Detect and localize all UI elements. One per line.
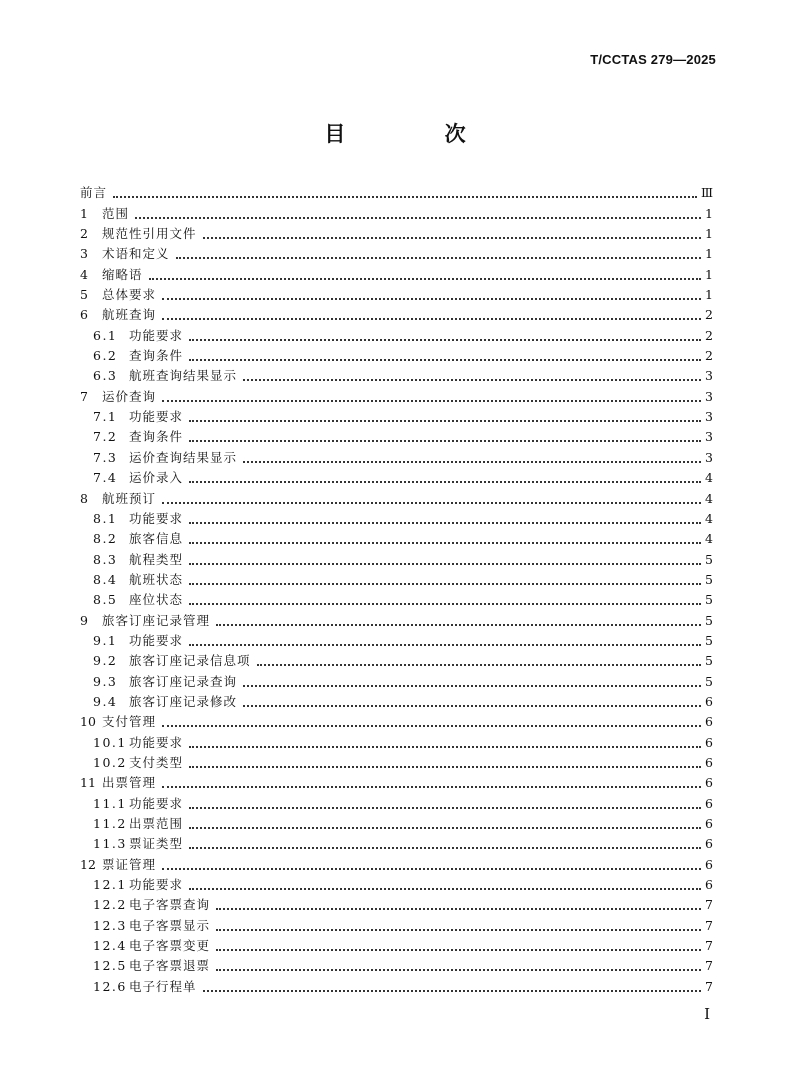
toc-entry[interactable] xyxy=(80,913,713,933)
dot-leader xyxy=(189,837,701,849)
toc-entry-number: 7.3 xyxy=(93,449,118,465)
dot-leader xyxy=(216,614,701,626)
dot-leader xyxy=(189,430,701,442)
dot-leader xyxy=(113,186,697,198)
toc-entry[interactable] xyxy=(80,954,713,974)
toc-entry-number: 6 xyxy=(80,307,88,323)
toc-entry[interactable] xyxy=(80,466,713,486)
toc-entry-page: 3 xyxy=(705,368,713,384)
toc-entry-number: 8.5 xyxy=(93,592,118,608)
toc-entry-label: 规范性引用文件 xyxy=(102,226,197,242)
toc-entry-number: 7.2 xyxy=(93,429,118,445)
toc-entry-page: 4 xyxy=(705,490,713,506)
toc-entry-page: 3 xyxy=(705,409,713,425)
page-title: 目 次 xyxy=(324,121,512,146)
toc-entry[interactable] xyxy=(80,262,713,282)
dot-leader xyxy=(257,654,701,666)
toc-entry-page: 6 xyxy=(705,734,713,750)
dot-leader xyxy=(243,675,701,687)
dot-leader xyxy=(189,634,701,646)
toc-entry-number: 8.2 xyxy=(93,531,118,547)
dot-leader xyxy=(162,858,701,870)
toc-entry-number: 12.3 xyxy=(93,917,127,933)
toc-entry-page: 3 xyxy=(705,388,713,404)
toc-entry-number: 9 xyxy=(80,612,88,628)
toc-entry[interactable] xyxy=(80,669,713,689)
dot-leader xyxy=(189,593,701,605)
toc-entry[interactable] xyxy=(80,873,713,893)
toc-entry-label: 功能要求 xyxy=(129,510,184,526)
toc-entry-label: 旅客订座记录信息项 xyxy=(129,653,251,669)
toc-entry-number: 7 xyxy=(80,388,88,404)
toc-entry[interactable] xyxy=(80,425,713,445)
toc-entry-page: 6 xyxy=(705,693,713,709)
toc-entry-number: 9.3 xyxy=(93,673,118,689)
toc-entry-number: 12 xyxy=(80,856,96,872)
toc-entry[interactable] xyxy=(80,730,713,750)
toc-entry-label: 功能要求 xyxy=(129,632,184,648)
dot-leader xyxy=(243,451,701,463)
dot-leader xyxy=(216,959,701,971)
toc-entry-number: 11 xyxy=(80,775,96,791)
toc-entry-number: 7.4 xyxy=(93,470,118,486)
toc-entry-page: 6 xyxy=(705,856,713,872)
toc-entry[interactable] xyxy=(80,974,713,994)
toc-entry-label: 旅客订座记录查询 xyxy=(129,673,238,689)
toc-entry-label: 运价查询 xyxy=(102,388,157,404)
dot-leader xyxy=(243,369,701,381)
dot-leader xyxy=(162,715,701,727)
toc-entry-page: 1 xyxy=(705,287,713,303)
toc-entry-number: 8 xyxy=(80,490,88,506)
toc-entry[interactable] xyxy=(80,934,713,954)
toc-entry-page: 1 xyxy=(705,205,713,221)
document-code: T/CCTAS 279—2025 xyxy=(590,52,716,67)
dot-leader xyxy=(189,817,701,829)
toc-entry-page: 6 xyxy=(705,836,713,852)
toc-entry-page: 6 xyxy=(705,816,713,831)
toc-entry-page: 1 xyxy=(705,246,713,262)
toc-entry[interactable] xyxy=(80,629,713,649)
toc-entry-page: 3 xyxy=(705,429,713,445)
toc-entry-page: 7 xyxy=(705,917,713,933)
toc-entry[interactable] xyxy=(80,527,713,547)
toc-entry-label: 术语和定义 xyxy=(102,246,170,262)
toc-entry[interactable] xyxy=(80,568,713,588)
toc-entry[interactable] xyxy=(80,344,713,364)
toc-entry[interactable] xyxy=(80,181,713,201)
toc-entry-number: 9.2 xyxy=(93,653,118,669)
toc-entry-label: 旅客订座记录修改 xyxy=(129,693,238,709)
toc-entry-label: 支付类型 xyxy=(129,754,184,770)
toc-entry-label: 功能要求 xyxy=(129,409,184,425)
toc-entry[interactable] xyxy=(80,384,713,404)
toc-entry-number: 7.1 xyxy=(93,409,118,425)
toc-entry-page: 5 xyxy=(705,592,713,608)
toc-entry-number: 12.4 xyxy=(93,938,127,954)
toc-entry-page: 4 xyxy=(705,531,713,547)
dot-leader xyxy=(189,532,701,544)
toc-entry-page: 5 xyxy=(705,612,713,628)
toc-entry-number: 10.1 xyxy=(93,734,127,750)
toc-entry-label: 航班查询结果显示 xyxy=(129,368,238,384)
toc-entry-label: 功能要求 xyxy=(129,734,184,750)
dot-leader xyxy=(189,410,701,422)
toc-entry-number: 10 xyxy=(80,714,96,730)
toc-entry[interactable] xyxy=(80,852,713,872)
dot-leader xyxy=(216,939,701,951)
dot-leader xyxy=(189,349,701,361)
table-of-contents xyxy=(80,181,713,995)
dot-leader xyxy=(243,695,701,707)
toc-entry-label: 出票范围 xyxy=(129,816,184,831)
toc-entry-number: 1 xyxy=(80,205,88,221)
toc-entry-label: 范围 xyxy=(102,205,130,221)
toc-entry[interactable] xyxy=(80,690,713,710)
toc-entry-label: 出票管理 xyxy=(102,775,157,791)
toc-entry-label: 前言 xyxy=(80,185,108,201)
toc-entry-page: 6 xyxy=(705,714,713,730)
toc-entry-label: 票证管理 xyxy=(102,856,157,872)
toc-entry-number: 11.1 xyxy=(93,795,127,811)
toc-entry[interactable] xyxy=(80,812,713,832)
dot-leader xyxy=(189,756,701,768)
dot-leader xyxy=(162,308,701,320)
toc-entry[interactable] xyxy=(80,893,713,913)
toc-entry-page: 5 xyxy=(705,673,713,689)
toc-entry-label: 功能要求 xyxy=(129,795,184,811)
toc-entry-label: 旅客信息 xyxy=(129,531,184,547)
toc-entry-page: 6 xyxy=(705,775,713,791)
dot-leader xyxy=(189,553,701,565)
toc-entry-page: 5 xyxy=(705,551,713,567)
dot-leader xyxy=(162,288,701,300)
dot-leader xyxy=(135,207,701,219)
toc-entry-page: 6 xyxy=(705,754,713,770)
toc-entry[interactable] xyxy=(80,222,713,242)
toc-entry-label: 座位状态 xyxy=(129,592,184,608)
toc-entry-number: 2 xyxy=(80,226,88,242)
toc-entry[interactable] xyxy=(80,791,713,811)
toc-entry[interactable] xyxy=(80,710,713,730)
toc-entry-label: 缩略语 xyxy=(102,266,143,282)
toc-entry-page: 3 xyxy=(705,449,713,465)
toc-entry[interactable] xyxy=(80,649,713,669)
toc-entry-label: 票证类型 xyxy=(129,836,184,852)
toc-entry-page: 6 xyxy=(705,877,713,893)
toc-entry-page: 7 xyxy=(705,897,713,913)
toc-entry-label: 电子客票显示 xyxy=(129,917,211,933)
toc-entry[interactable] xyxy=(80,771,713,791)
toc-entry-page: Ⅲ xyxy=(700,185,713,201)
toc-entry-label: 电子客票退票 xyxy=(129,958,211,974)
toc-entry-label: 电子行程单 xyxy=(129,978,197,994)
dot-leader xyxy=(216,898,701,910)
toc-entry-label: 查询条件 xyxy=(129,429,184,445)
dot-leader xyxy=(203,227,701,239)
toc-entry[interactable] xyxy=(80,507,713,527)
dot-leader xyxy=(189,329,701,341)
dot-leader xyxy=(189,878,701,890)
toc-entry-page: 2 xyxy=(705,348,713,364)
toc-entry-label: 电子客票查询 xyxy=(129,897,211,913)
toc-entry-page: 1 xyxy=(705,266,713,282)
toc-entry[interactable] xyxy=(80,303,713,323)
toc-entry-number: 6.1 xyxy=(93,327,118,343)
toc-entry-number: 11.3 xyxy=(93,836,127,852)
toc-entry[interactable] xyxy=(80,751,713,771)
dot-leader xyxy=(189,797,701,809)
toc-entry-page: 6 xyxy=(705,795,713,811)
toc-entry-number: 3 xyxy=(80,246,88,262)
toc-entry-page: 5 xyxy=(705,632,713,648)
toc-entry-number: 8.4 xyxy=(93,571,118,587)
dot-leader xyxy=(149,268,701,280)
toc-entry[interactable] xyxy=(80,486,713,506)
toc-entry-page: 4 xyxy=(705,470,713,486)
toc-entry[interactable] xyxy=(80,608,713,628)
toc-entry-number: 4 xyxy=(80,266,88,282)
toc-entry-number: 9.1 xyxy=(93,632,118,648)
toc-entry[interactable] xyxy=(80,201,713,221)
toc-entry-page: 7 xyxy=(705,958,713,974)
dot-leader xyxy=(162,776,701,788)
toc-entry-number: 9.4 xyxy=(93,693,118,709)
toc-entry-page: 1 xyxy=(705,226,713,242)
dot-leader xyxy=(189,736,701,748)
toc-entry-page: 7 xyxy=(705,978,713,994)
toc-entry-label: 运价录入 xyxy=(129,470,184,486)
toc-entry-number: 8.3 xyxy=(93,551,118,567)
toc-entry[interactable] xyxy=(80,445,713,465)
toc-entry-page: 5 xyxy=(705,571,713,587)
toc-entry-page: 2 xyxy=(705,327,713,343)
dot-leader xyxy=(189,512,701,524)
toc-entry-number: 8.1 xyxy=(93,510,118,526)
toc-entry[interactable] xyxy=(80,364,713,384)
dot-leader xyxy=(189,471,701,483)
toc-entry-label: 航班状态 xyxy=(129,571,184,587)
toc-entry-number: 12.1 xyxy=(93,877,127,893)
toc-entry[interactable] xyxy=(80,323,713,343)
toc-entry-number: 12.2 xyxy=(93,897,127,913)
toc-entry[interactable] xyxy=(80,547,713,567)
toc-entry-number: 6.2 xyxy=(93,348,118,364)
toc-entry[interactable] xyxy=(80,832,713,852)
dot-leader xyxy=(203,980,701,992)
toc-entry-page: 4 xyxy=(705,510,713,526)
toc-entry-number: 12.6 xyxy=(93,978,127,994)
toc-entry-label: 运价查询结果显示 xyxy=(129,449,238,465)
toc-entry[interactable] xyxy=(80,283,713,303)
toc-entry-label: 功能要求 xyxy=(129,877,184,893)
toc-entry-label: 总体要求 xyxy=(102,287,157,303)
dot-leader xyxy=(216,919,701,931)
toc-entry[interactable] xyxy=(80,242,713,262)
toc-entry[interactable] xyxy=(80,405,713,425)
toc-entry-number: 12.5 xyxy=(93,958,127,974)
toc-entry-label: 电子客票变更 xyxy=(129,938,211,954)
toc-entry-label: 支付管理 xyxy=(102,714,157,730)
toc-entry-number: 10.2 xyxy=(93,754,127,770)
toc-entry-label: 旅客订座记录管理 xyxy=(102,612,211,628)
page-number: I xyxy=(704,1005,710,1023)
toc-entry[interactable] xyxy=(80,588,713,608)
toc-entry-label: 航班查询 xyxy=(102,307,157,323)
dot-leader xyxy=(162,390,701,402)
toc-entry-number: 5 xyxy=(80,287,88,303)
dot-leader xyxy=(176,247,701,259)
toc-entry-number: 11.2 xyxy=(93,816,127,831)
toc-entry-label: 航程类型 xyxy=(129,551,184,567)
toc-entry-label: 航班预订 xyxy=(102,490,157,506)
toc-entry-page: 2 xyxy=(705,307,713,323)
toc-entry-label: 查询条件 xyxy=(129,348,184,364)
toc-entry-number: 6.3 xyxy=(93,368,118,384)
toc-entry-page: 5 xyxy=(705,653,713,669)
toc-entry-label: 功能要求 xyxy=(129,327,184,343)
dot-leader xyxy=(189,573,701,585)
toc-entry-page: 7 xyxy=(705,938,713,954)
dot-leader xyxy=(162,492,701,504)
